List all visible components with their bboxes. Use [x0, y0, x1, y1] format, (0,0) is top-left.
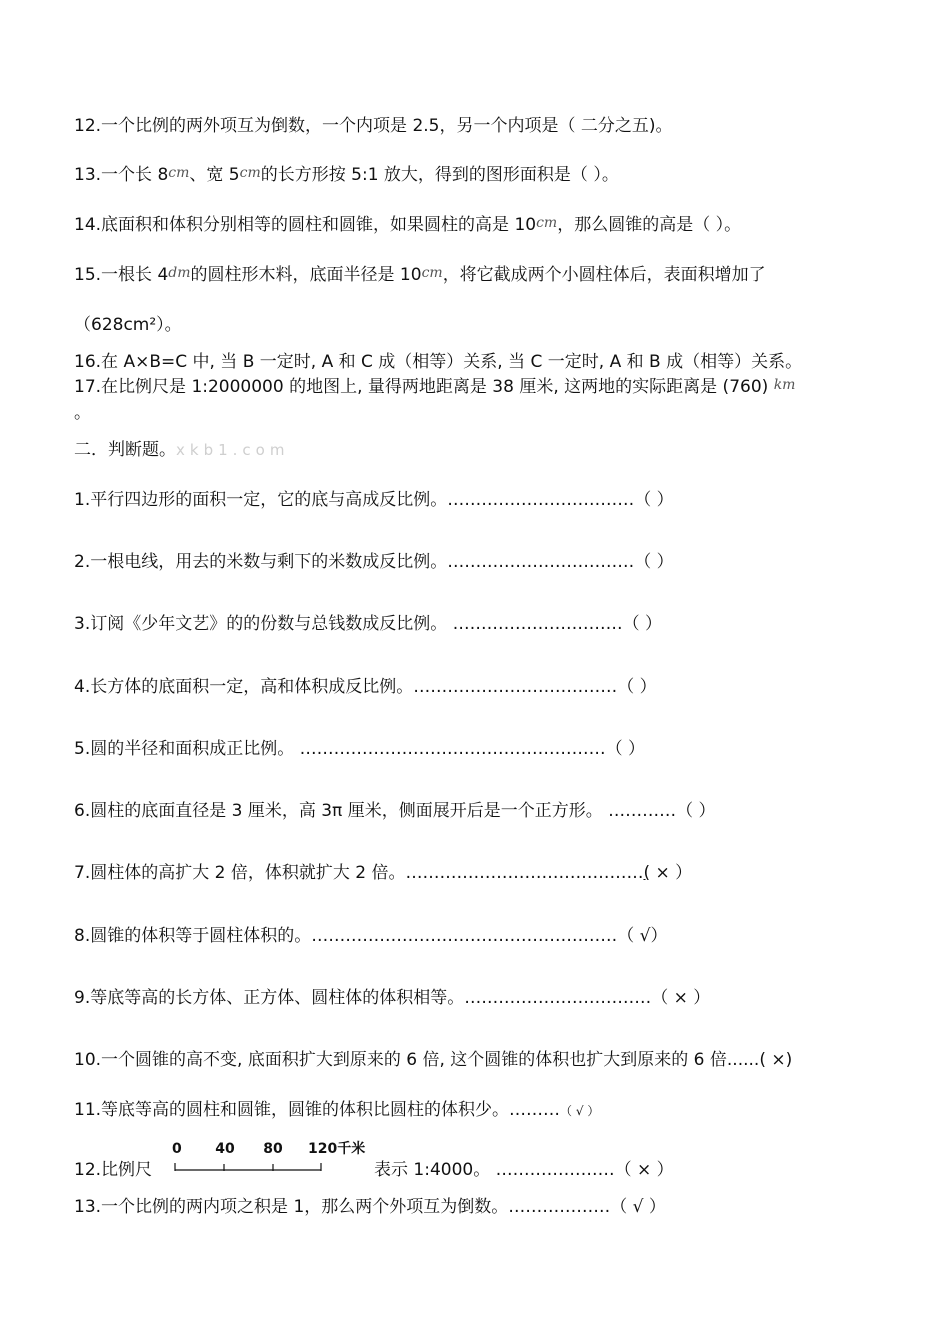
- fill-q13-text-b: 、宽 5: [189, 165, 240, 185]
- judge-item-13: 13.一个比例的两内项之积是 1，那么两个外项互为倒数。………………（ √ ）: [74, 1197, 666, 1217]
- fill-q15: [74, 265, 766, 285]
- unit-km: km: [773, 377, 796, 393]
- unit-cm: cm: [239, 165, 261, 181]
- judge-item-3: 3.订阅《少年文艺》的的份数与总钱数成反比例。 …………………………（ ）: [74, 614, 663, 634]
- fill-q14-text-b: ，那么圆锥的高是（ ）。: [557, 215, 742, 235]
- judge-item-11: [74, 1100, 599, 1120]
- judge-item-7: [74, 863, 692, 883]
- judge-item-8: 8.圆锥的体积等于圆柱体积的。………………………………………………（ √）: [74, 926, 668, 946]
- judge-item-12-label: 12.比例尺: [74, 1160, 153, 1180]
- judge-item-7-paren: (: [643, 863, 651, 883]
- scale-tick-label: 0: [172, 1141, 182, 1157]
- unit-cm: cm: [168, 165, 190, 181]
- fill-q15-text-a: 15.一根长 4: [74, 265, 169, 285]
- fill-q17-end: 。: [74, 403, 91, 423]
- fill-q15-answer: （628cm²）。: [74, 315, 182, 335]
- judge-item-10: 10.一个圆锥的高不变, 底面积扩大到原来的 6 倍, 这个圆锥的体积也扩大到原来的 6 倍......( ×): [74, 1050, 793, 1070]
- unit-dm: dm: [168, 265, 191, 281]
- fill-q13-text-a: 13.一个长 8: [74, 165, 169, 185]
- judge-item-11-text: 11.等底等高的圆柱和圆锥，圆锥的体积比圆柱的体积少。………: [74, 1100, 561, 1120]
- scale-tick-label: 120千米: [308, 1141, 366, 1157]
- fill-q17: [74, 377, 795, 397]
- judge-item-7-answer: × ）: [650, 863, 693, 883]
- fill-q14-text-a: 14.底面积和体积分别相等的圆柱和圆锥，如果圆柱的高是 10: [74, 215, 537, 235]
- scale-tick-label: 80: [263, 1141, 283, 1157]
- judge-item-12-text: 表示 1:4000。 …………………（ × ）: [374, 1160, 674, 1180]
- fill-q16: 16.在 A×B=C 中, 当 B 一定时, A 和 C 成（相等）关系, 当 C 一定时, A 和 B 成（相等）关系。: [74, 352, 803, 372]
- judge-item-5: 5.圆的半径和面积成正比例。 ………………………………………………（ ）: [74, 739, 646, 759]
- fill-q14: [74, 215, 741, 235]
- judge-item-7-text: 7.圆柱体的高扩大 2 倍，体积就扩大 2 倍。……………………………………: [74, 863, 644, 883]
- scale-bar-figure: [166, 1136, 381, 1176]
- judge-item-9: 9.等底等高的长方体、正方体、圆柱体的体积相等。……………………………（ × ）: [74, 988, 711, 1008]
- section-heading: 二．判断题。: [74, 440, 176, 460]
- scale-tick-label: 40: [215, 1141, 235, 1157]
- fill-q15-text-c: ，将它截成两个小圆柱体后，表面积增加了: [442, 265, 766, 285]
- fill-q15-text-b: 的圆柱形木料，底面半径是 10: [190, 265, 422, 285]
- fill-q13-text-c: 的长方形按 5:1 放大，得到的图形面积是（ ）。: [260, 165, 619, 185]
- fill-q13: [74, 165, 619, 185]
- unit-cm: cm: [536, 215, 558, 231]
- judge-item-1: 1.平行四边形的面积一定，它的底与高成反比例。……………………………（ ）: [74, 490, 674, 510]
- unit-cm: cm: [421, 265, 443, 281]
- fill-q12: 12.一个比例的两外项互为倒数，一个内项是 2.5，另一个内项是（ 二分之五)。: [74, 116, 673, 136]
- judge-item-4: 4.长方体的底面积一定，高和体积成反比例。………………………………（ ）: [74, 677, 657, 697]
- fill-q17-text-a: 17.在比例尺是 1:2000000 的地图上, 量得两地距离是 38 厘米, 这两地的实际距离是 (760): [74, 377, 769, 397]
- judge-item-6: 6.圆柱的底面直径是 3 厘米，高 3π 厘米，侧面展开后是一个正方形。 …………（ ）: [74, 801, 716, 821]
- judge-item-2: 2.一根电线，用去的米数与剩下的米数成反比例。……………………………（ ）: [74, 552, 674, 572]
- watermark-text: xkb1.com: [176, 441, 290, 459]
- judge-heading-row: [74, 440, 289, 460]
- judge-item-11-answer: （ √ ）: [560, 1104, 600, 1118]
